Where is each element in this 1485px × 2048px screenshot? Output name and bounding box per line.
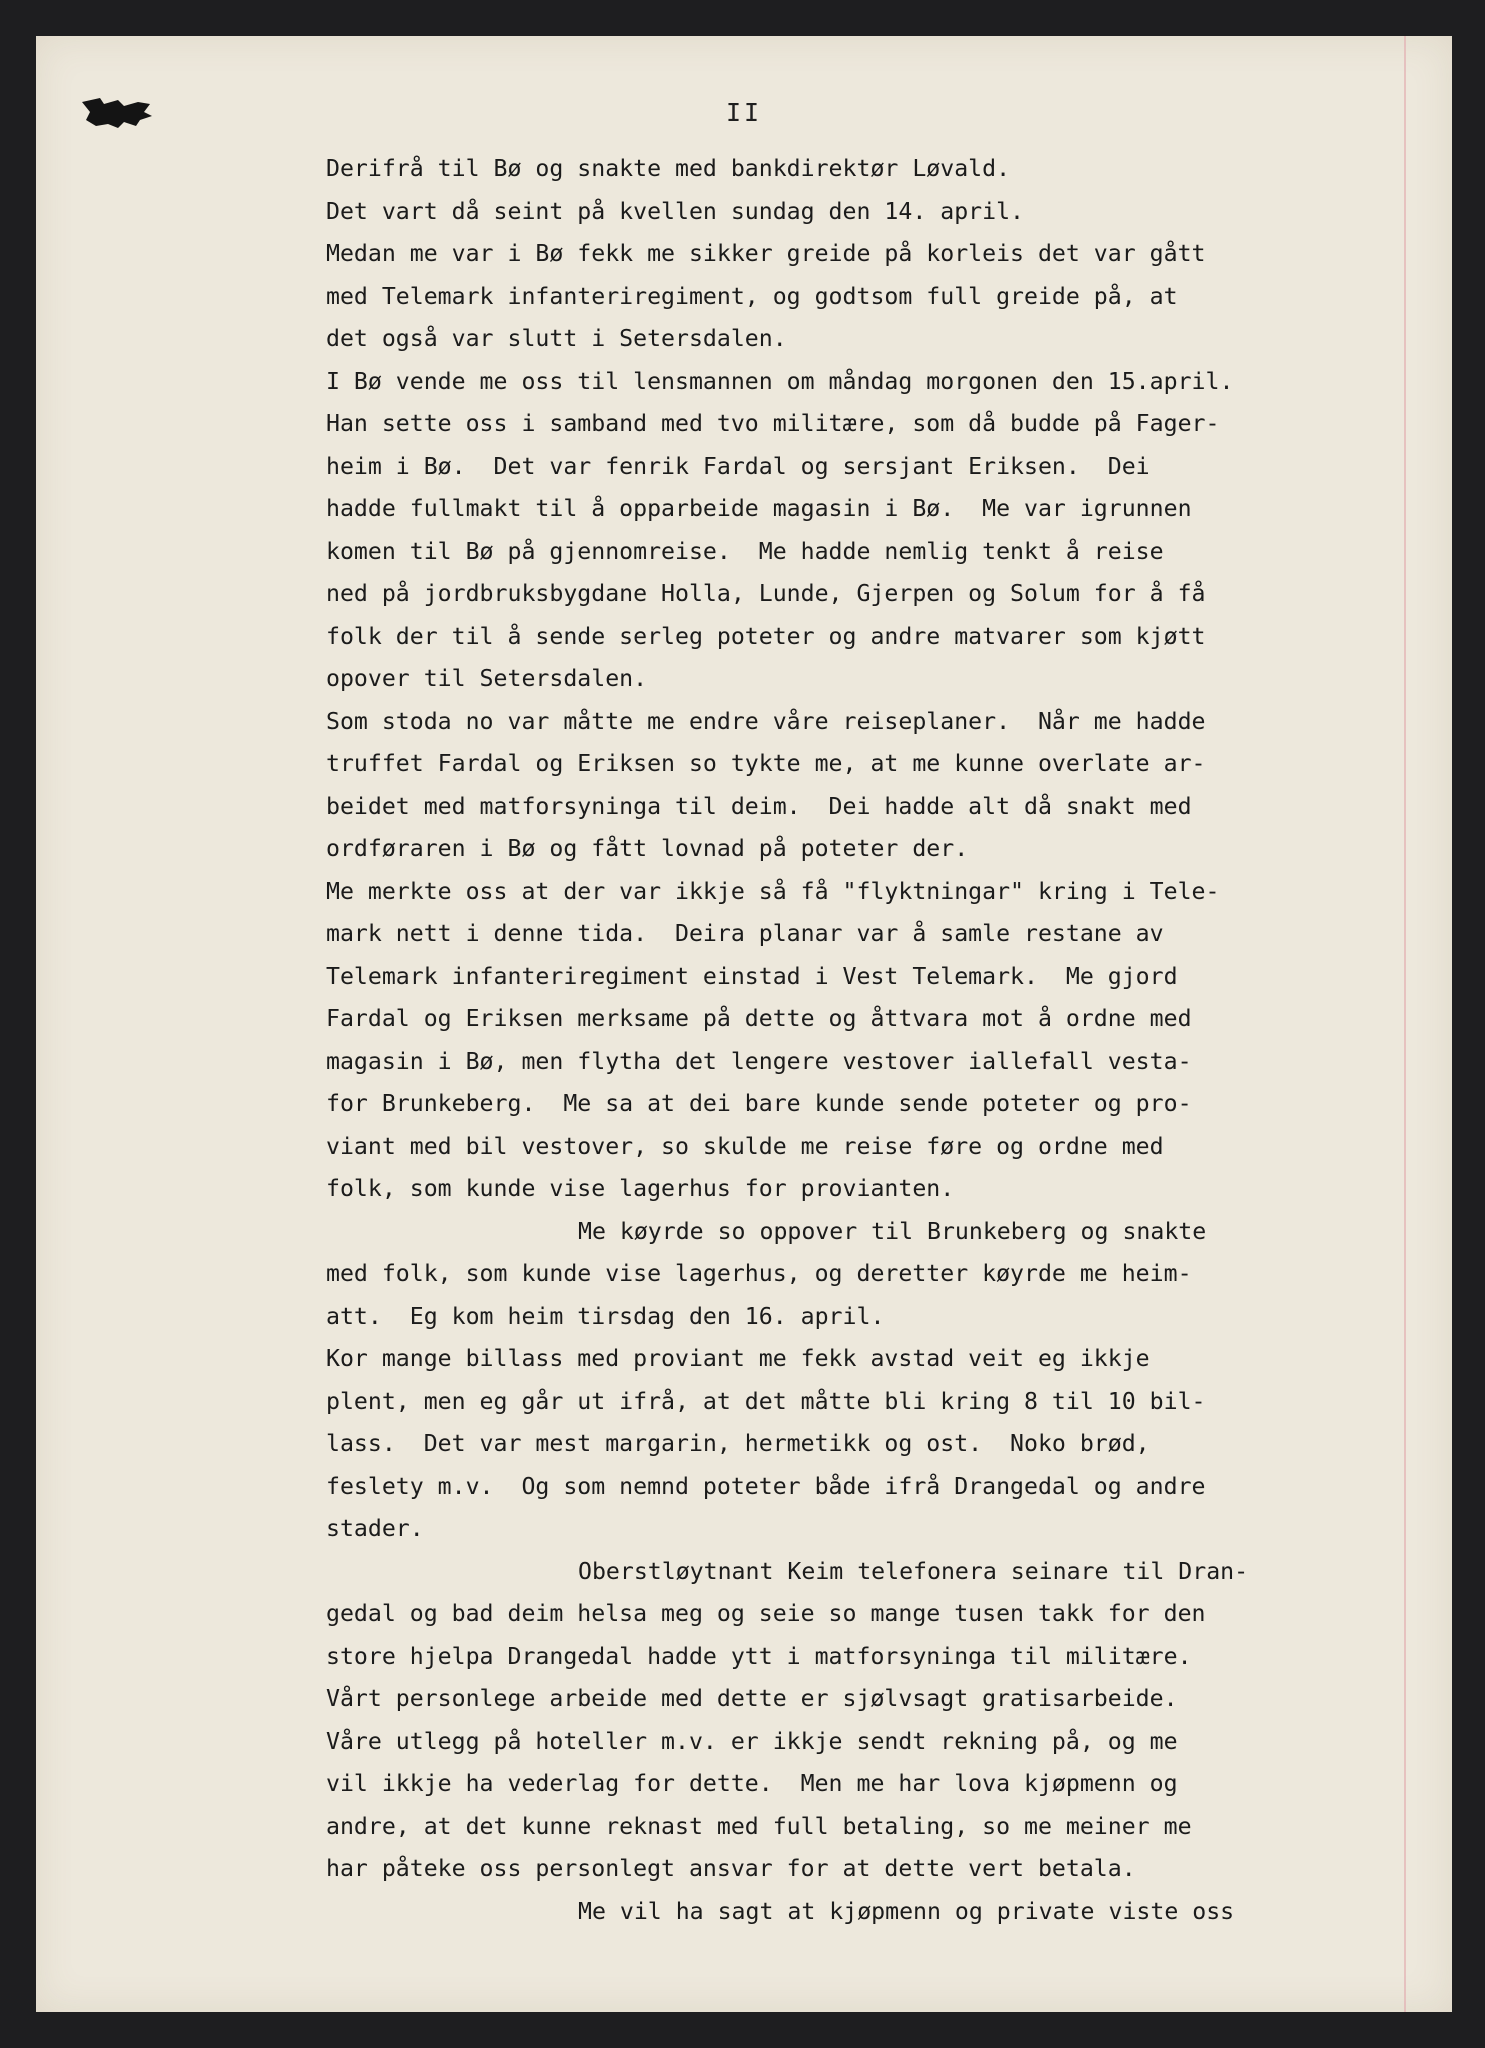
- text-line: Medan me var i Bø fekk me sikker greide på korleis det var gått: [326, 240, 1206, 267]
- text-line: mark nett i denne tida. Deira planar var å samle restane av: [326, 920, 1164, 947]
- text-line: vil ikkje ha vederlag for dette. Men me har lova kjøpmenn og: [326, 1770, 1178, 1797]
- text-line: andre, at det kunne reknast med full betaling, so me meiner me: [326, 1812, 1192, 1840]
- text-line: Me merkte oss at der var ikkje så få "flyktningar" kring i Tele-: [326, 877, 1220, 905]
- text-line: Derifrå til Bø og snakte med bankdirektør Løvald.: [326, 155, 1011, 182]
- text-line: Han sette oss i samband med tvo militære, som då budde på Fager-: [326, 410, 1220, 437]
- text-line: folk der til å sende serleg poteter og andre matvarer som kjøtt: [326, 622, 1206, 650]
- text-line: ordføraren i Bø og fått lovnad på poteter der.: [326, 835, 969, 862]
- text-line: ned på jordbruksbygdane Holla, Lunde, Gjerpen og Solum for å få: [326, 580, 1206, 607]
- text-line: komen til Bø på gjennomreise. Me hadde nemlig tenkt å reise: [326, 537, 1164, 565]
- text-line: Som stoda no var måtte me endre våre reiseplaner. Når me hadde: [326, 707, 1206, 735]
- text-line: opover til Setersdalen.: [326, 665, 648, 692]
- text-line: Telemark infanteriregiment einstad i Vest Telemark. Me gjord: [326, 962, 1178, 990]
- text-line: Det vart då seint på kvellen sundag den 14. april.: [326, 197, 1025, 225]
- typewritten-body: [326, 148, 1406, 1933]
- text-line: plent, men eg går ut ifrå, at det måtte bli kring 8 til 10 bil-: [326, 1387, 1206, 1415]
- text-line: magasin i Bø, men flytha det lengere vestover iallefall vesta-: [326, 1047, 1192, 1075]
- text-line: heim i Bø. Det var fenrik Fardal og sersjant Eriksen. Dei: [326, 452, 1150, 480]
- text-line: Fardal og Eriksen merksame på dette og åttvara mot å ordne med: [326, 1005, 1192, 1032]
- text-line: Me vil ha sagt at kjøpmenn og private viste oss: [578, 1897, 1235, 1925]
- text-line: viant med bil vestover, so skulde me reise føre og ordne med: [326, 1132, 1164, 1160]
- text-line: Me køyrde so oppover til Brunkeberg og snakte: [578, 1217, 1207, 1245]
- text-line: gedal og bad deim helsa meg og seie so mange tusen takk for den: [326, 1600, 1206, 1627]
- text-line: det også var slutt i Setersdalen.: [326, 325, 787, 352]
- text-line: att. Eg kom heim tirsdag den 16. april.: [326, 1302, 885, 1330]
- text-line: Kor mange billass med proviant me fekk avstad veit eg ikkje: [326, 1345, 1150, 1372]
- text-line: med folk, som kunde vise lagerhus, og deretter køyrde me heim-: [326, 1260, 1192, 1287]
- text-line: lass. Det var mest margarin, hermetikk og ost. Noko brød,: [326, 1430, 1150, 1457]
- text-line: store hjelpa Drangedal hadde ytt i matforsyninga til militære.: [326, 1642, 1192, 1670]
- text-line: har påteke oss personlegt ansvar for at dette vert betala.: [326, 1855, 1136, 1882]
- text-line: folk, som kunde vise lagerhus for provianten.: [326, 1175, 955, 1202]
- text-line: feslety m.v. Og som nemnd poteter både ifrå Drangedal og andre: [326, 1472, 1206, 1500]
- text-line: I Bø vende me oss til lensmannen om måndag morgonen den 15.april.: [326, 367, 1234, 395]
- text-line: Oberstløytnant Keim telefonera seinare til Dran-: [578, 1557, 1249, 1585]
- page-number: II: [725, 98, 763, 127]
- text-line: Våre utlegg på hoteller m.v. er ikkje sendt rekning på, og me: [326, 1727, 1178, 1755]
- document-page: [36, 36, 1452, 2012]
- text-line: med Telemark infanteriregiment, og godtsom full greide på, at: [326, 282, 1178, 310]
- text-line: hadde fullmakt til å opparbeide magasin i Bø. Me var igrunnen: [326, 495, 1192, 522]
- text-line: stader.: [326, 1515, 424, 1542]
- text-line: beidet med matforsyninga til deim. Dei hadde alt då snakt med: [326, 792, 1192, 820]
- text-line: truffet Fardal og Eriksen so tykte me, at me kunne overlate ar-: [326, 750, 1206, 777]
- text-line: for Brunkeberg. Me sa at dei bare kunde sende poteter og pro-: [326, 1090, 1192, 1117]
- text-line: Vårt personlege arbeide med dette er sjølvsagt gratisarbeide.: [326, 1685, 1178, 1712]
